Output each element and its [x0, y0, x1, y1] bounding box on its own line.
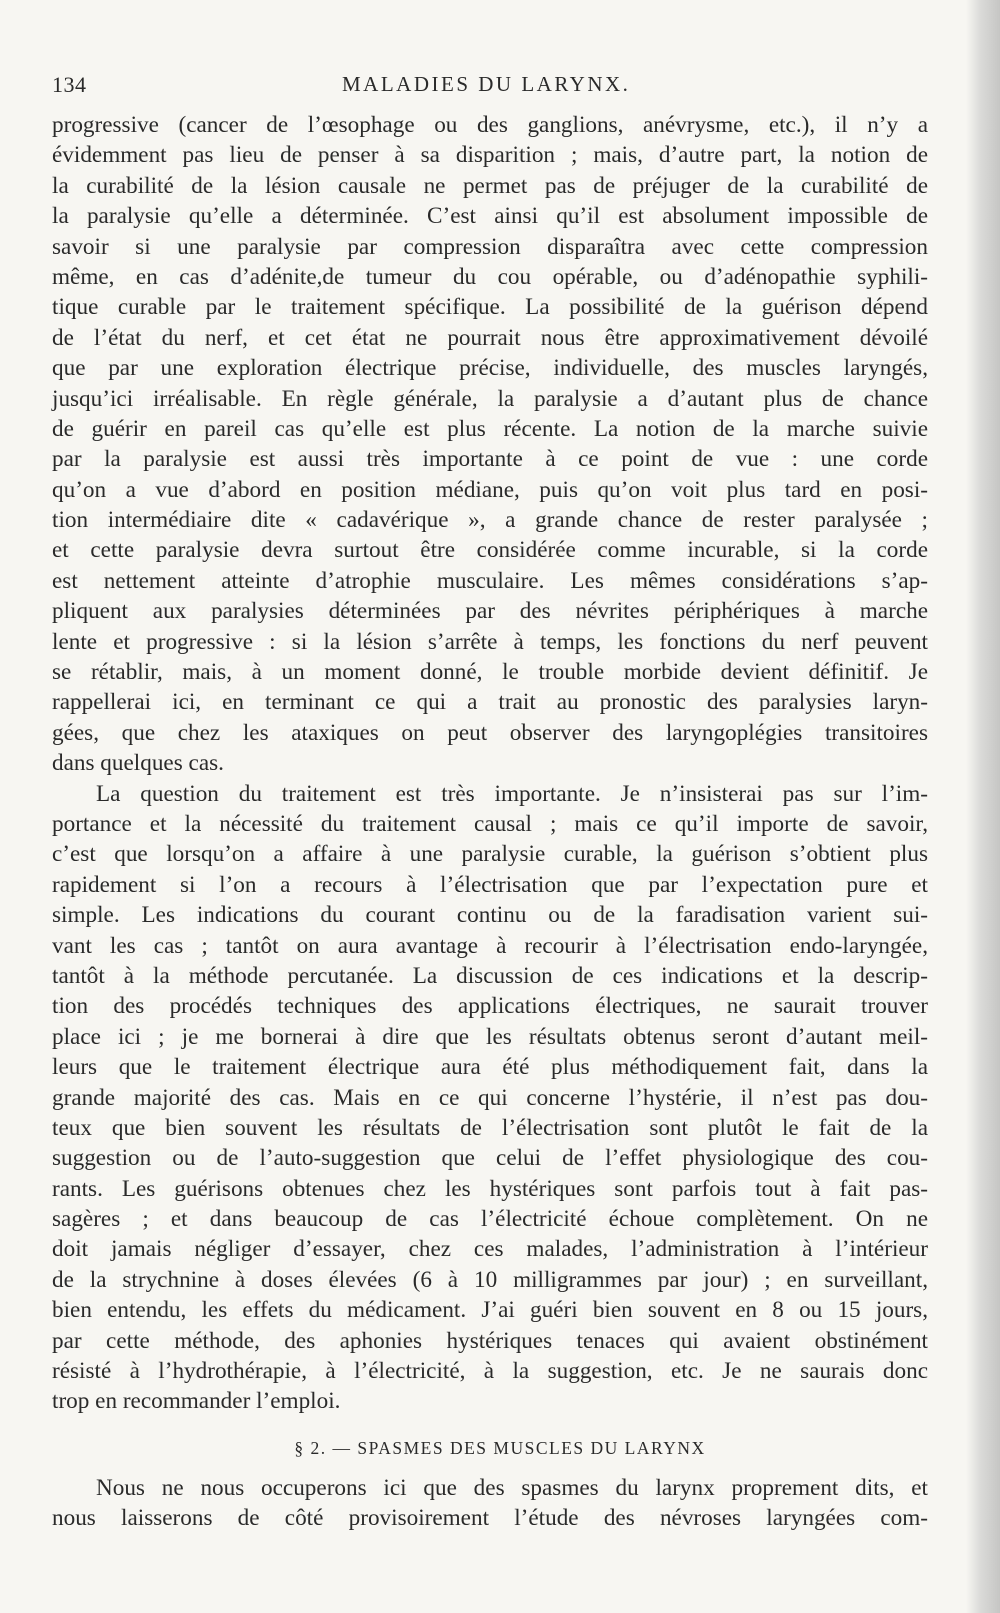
text-line: dans quelques cas. [52, 750, 224, 777]
text-line: tion des procédés techniques des applications électriques, ne saurait trouver [52, 993, 928, 1020]
text-line: et cette paralysie devra surtout être considérée comme incurable, si la corde [52, 537, 928, 564]
text-line: pliquent aux paralysies déterminées par des névrites périphériques à marche [52, 598, 928, 625]
text-line: teux que bien souvent les résultats de l’électrisation sont plutôt le fait de la [52, 1114, 928, 1141]
text-line: leurs que le traitement électrique aura été plus méthodiquement fait, dans la [52, 1054, 928, 1081]
text-line: suggestion ou de l’auto-suggestion que celui de l’effet physiologique des cou- [52, 1145, 928, 1172]
text-line: Nous ne nous occuperons ici que des spasmes du larynx proprement dits, et [96, 1474, 928, 1501]
text-line: évidemment pas lieu de penser à sa disparition ; mais, d’autre part, la notion de [52, 142, 928, 169]
text-line: doit jamais négliger d’essayer, chez ces malades, l’administration à l’intérieur [52, 1236, 928, 1263]
text-line: nous laisserons de côté provisoirement l’étude des névroses laryngées com- [52, 1505, 928, 1532]
text-line: se rétablir, mais, à un moment donné, le trouble morbide devient définitif. Je [52, 659, 928, 686]
text-line: gées, que chez les ataxiques on peut observer des laryngoplégies transitoires [52, 719, 928, 746]
text-line: c’est que lorsqu’on a affaire à une paralysie curable, la guérison s’obtient plus [52, 841, 928, 868]
paragraph-treatment [52, 779, 928, 1417]
running-title: MALADIES DU LARYNX. [342, 72, 631, 96]
section-heading: § 2. — SPASMES DES MUSCLES DU LARYNX [294, 1437, 706, 1458]
page-header [52, 72, 932, 102]
text-line: trop en recommander l’emploi. [52, 1388, 341, 1415]
text-line: sagères ; et dans beaucoup de cas l’électricité échoue complètement. On ne [52, 1206, 928, 1233]
text-line: qu’on a vue d’abord en position médiane, puis qu’on voit plus tard en posi- [52, 476, 928, 503]
text-line: est nettement atteinte d’atrophie musculaire. Les mêmes considérations s’ap- [52, 567, 928, 594]
text-line: même, en cas d’adénite,de tumeur du cou opérable, ou d’adénopathie syphili- [52, 263, 928, 290]
text-line: savoir si une paralysie par compression disparaîtra avec cette compression [52, 233, 928, 260]
text-line: que par une exploration électrique précise, individuelle, des muscles laryngés, [52, 355, 928, 382]
page-edge-shadow [966, 0, 1000, 1613]
text-line: résisté à l’hydrothérapie, à l’électricité, à la suggestion, etc. Je ne saurais donc [52, 1358, 928, 1385]
text-line: tion intermédiaire dite « cadavérique », a grande chance de rester paralysée ; [52, 507, 928, 534]
text-line: la paralysie qu’elle a déterminée. C’est ainsi qu’il est absolument impossible de [52, 203, 928, 230]
text-line: portance et la nécessité du traitement causal ; mais ce qu’il importe de savoir, [52, 810, 928, 837]
text-line: simple. Les indications du courant continu ou de la faradisation varient sui- [52, 902, 928, 929]
body-text [52, 110, 928, 1534]
text-line: vant les cas ; tantôt on aura avantage à recourir à l’électrisation endo-laryngée, [52, 932, 928, 959]
text-line: tique curable par le traitement spécifique. La possibilité de la guérison dépend [52, 294, 928, 321]
text-line: progressive (cancer de l’œsophage ou des ganglions, anévrysme, etc.), il n’y a [52, 112, 928, 138]
text-line: de l’état du nerf, et cet état ne pourrait nous être approximativement dévoilé [52, 324, 928, 351]
paragraph-prognosis [52, 110, 928, 779]
text-line: jusqu’ici irréalisable. En règle générale, la paralysie a d’autant plus de chance [52, 385, 928, 412]
text-line: la curabilité de la lésion causale ne permet pas de préjuger de la curabilité de [52, 172, 928, 199]
text-line: par la paralysie est aussi très importante à ce point de vue : une corde [52, 446, 928, 473]
text-line: bien entendu, les effets du médicament. J’ai guéri bien souvent en 8 ou 15 jours, [52, 1297, 928, 1324]
text-line: rapidement si l’on a recours à l’électrisation que par l’expectation pure et [52, 871, 928, 898]
page-number: 134 [52, 72, 87, 97]
text-line: par cette méthode, des aphonies hystériques tenaces qui avaient obstinément [52, 1327, 928, 1354]
paragraph-spasms [52, 1473, 928, 1534]
text-line: de guérir en pareil cas qu’elle est plus récente. La notion de la marche suivie [52, 415, 928, 442]
text-line: La question du traitement est très importante. Je n’insisterai pas sur l’im- [96, 780, 928, 807]
text-line: de la strychnine à doses élevées (6 à 10 milligrammes par jour) ; en surveillant, [52, 1266, 928, 1293]
text-line: lente et progressive : si la lésion s’arrête à temps, les fonctions du nerf peuvent [52, 628, 928, 655]
text-line: grande majorité des cas. Mais en ce qui concerne l’hystérie, il n’est pas dou- [52, 1084, 928, 1111]
text-line: place ici ; je me bornerai à dire que les résultats obtenus seront d’autant meil- [52, 1023, 928, 1050]
text-line: rappellerai ici, en terminant ce qui a trait au pronostic des paralysies laryn- [52, 689, 928, 716]
text-line: rants. Les guérisons obtenues chez les hystériques sont parfois tout à fait pas- [52, 1175, 928, 1202]
text-line: tantôt à la méthode percutanée. La discussion de ces indications et la descrip- [52, 962, 928, 989]
